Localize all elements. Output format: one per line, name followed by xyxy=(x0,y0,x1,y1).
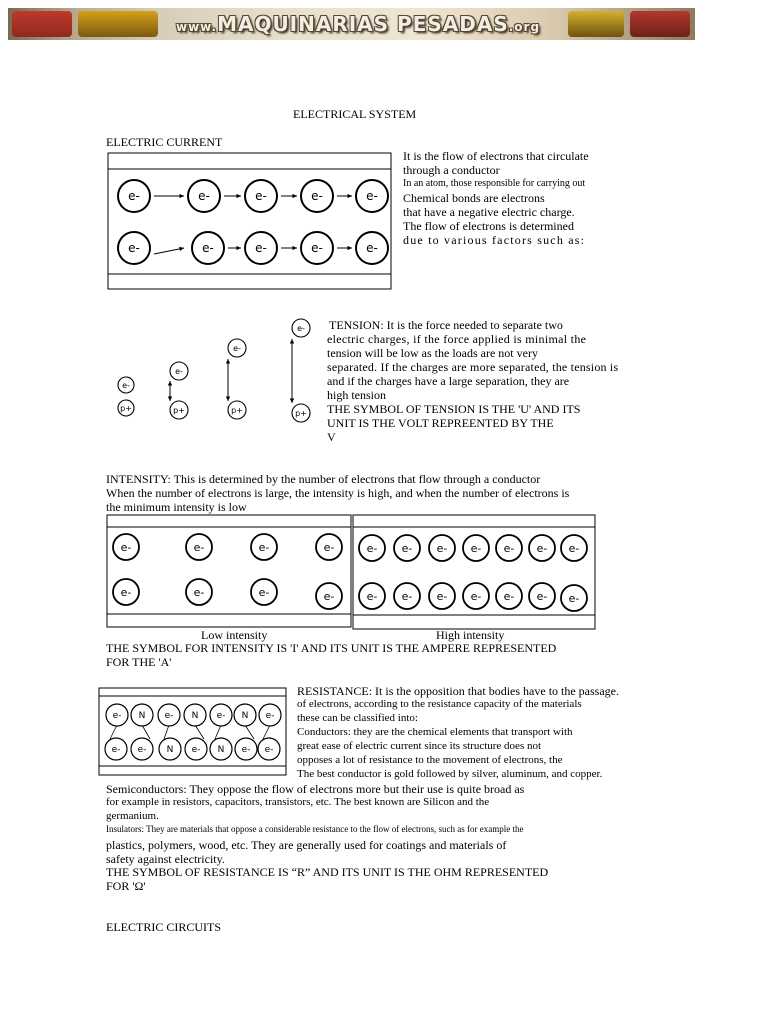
svg-text:p+: p+ xyxy=(295,408,307,418)
electron xyxy=(210,704,232,726)
svg-text:e-: e- xyxy=(164,711,174,722)
svg-text:e-: e- xyxy=(120,585,132,599)
svg-text:e-: e- xyxy=(193,585,205,599)
svg-text:e-: e- xyxy=(216,711,226,722)
current-line-4: Chemical bonds are electrons xyxy=(403,191,545,205)
svg-text:e-: e- xyxy=(128,189,140,204)
bond-line xyxy=(215,725,221,739)
svg-text:e-: e- xyxy=(198,189,210,204)
svg-text:e-: e- xyxy=(111,745,121,756)
neutron xyxy=(210,738,232,760)
svg-text:e-: e- xyxy=(202,241,214,256)
resistance-symbol-line-2: FOR 'Ω' xyxy=(106,879,146,893)
circuits-heading: ELECTRIC CIRCUITS xyxy=(106,920,222,934)
resistance-line-7: The best conductor is gold followed by silver, aluminum, and copper. xyxy=(297,768,603,780)
electron xyxy=(118,180,150,212)
resistance-line-1: RESISTANCE: It is the opposition that bodies have to the passage. xyxy=(297,684,620,698)
svg-text:e-: e- xyxy=(297,323,305,333)
svg-text:N: N xyxy=(166,745,174,756)
electron xyxy=(561,585,587,611)
svg-text:e-: e- xyxy=(436,541,448,555)
bond-line xyxy=(195,725,204,739)
svg-text:e-: e- xyxy=(265,711,275,722)
electron xyxy=(228,339,246,357)
svg-text:e-: e- xyxy=(366,241,378,256)
machinery-image-right-2 xyxy=(630,11,690,37)
insulators-line-1: Insulators: They are materials that oppose a considerable resistance to the flow of electrons, such as for example the xyxy=(106,824,524,834)
svg-text:e-: e- xyxy=(258,540,270,554)
svg-text:e-: e- xyxy=(120,540,132,554)
tension-line-1: TENSION: It is the force needed to separate two xyxy=(329,318,563,332)
svg-text:e-: e- xyxy=(122,380,130,390)
flow-arrow xyxy=(337,194,352,198)
current-line-2: through a conductor xyxy=(403,163,500,177)
electron xyxy=(188,180,220,212)
intensity-line-3: the minimum intensity is low xyxy=(106,500,247,514)
insulators-line-3: safety against electricity. xyxy=(106,852,225,866)
svg-text:e-: e- xyxy=(323,589,335,603)
tension-symbol-line-2: UNIT IS THE VOLT REPREENTED BY THE xyxy=(327,416,554,430)
svg-text:e-: e- xyxy=(175,366,183,376)
force-arrow xyxy=(168,381,172,401)
electron xyxy=(463,535,489,561)
svg-text:p+: p+ xyxy=(173,405,185,415)
svg-text:N: N xyxy=(217,745,225,756)
current-line-5: that have a negative electric charge. xyxy=(403,205,575,219)
svg-text:e-: e- xyxy=(112,711,122,722)
tension-symbol-line-3: V xyxy=(327,430,336,444)
svg-text:p+: p+ xyxy=(120,403,132,413)
tension-diagram xyxy=(110,315,320,427)
current-line-7: due to various factors such as: xyxy=(403,233,586,247)
intensity-line-2: When the number of electrons is large, the intensity is high, and when the number of electrons is xyxy=(106,486,570,500)
machinery-image-right xyxy=(568,11,624,37)
svg-text:e-: e- xyxy=(311,189,323,204)
banner-title: www.MAQUINARIAS PESADAS.org xyxy=(176,12,541,36)
resistance-line-5: great ease of electric current since its structure does not xyxy=(297,740,542,752)
svg-text:e-: e- xyxy=(241,745,251,756)
electron xyxy=(186,534,212,560)
current-line-3: In an atom, those responsible for carrying out xyxy=(403,178,586,189)
intensity-symbol-line-2: FOR THE 'A' xyxy=(106,655,172,669)
electron xyxy=(394,535,420,561)
proton xyxy=(292,404,310,422)
svg-text:e-: e- xyxy=(193,540,205,554)
high-intensity-label: High intensity xyxy=(436,628,505,642)
svg-text:e-: e- xyxy=(323,540,335,554)
electron xyxy=(118,377,134,393)
electron xyxy=(529,535,555,561)
electron xyxy=(496,583,522,609)
proton xyxy=(228,401,246,419)
electric-current-diagram xyxy=(107,152,392,290)
neutron xyxy=(131,704,153,726)
electron xyxy=(258,738,280,760)
current-line-1: It is the flow of electrons that circulate xyxy=(403,149,589,163)
resistance-line-2: of electrons, according to the resistance capacity of the materials xyxy=(297,698,582,710)
electron xyxy=(131,738,153,760)
tension-symbol-line-1: THE SYMBOL OF TENSION IS THE 'U' AND ITS xyxy=(327,402,581,416)
low-intensity-diagram xyxy=(106,514,352,628)
proton xyxy=(118,400,134,416)
bond-line xyxy=(245,725,254,739)
electron xyxy=(301,180,333,212)
svg-text:N: N xyxy=(138,711,146,722)
electron xyxy=(158,704,180,726)
electron xyxy=(235,738,257,760)
electron xyxy=(463,583,489,609)
flow-arrow xyxy=(337,246,352,250)
resistance-line-3: these can be classified into: xyxy=(297,712,418,724)
neutron xyxy=(159,738,181,760)
electron xyxy=(429,583,455,609)
svg-text:e-: e- xyxy=(536,589,548,603)
page-title: ELECTRICAL SYSTEM xyxy=(293,107,417,121)
electron xyxy=(292,319,310,337)
svg-text:e-: e- xyxy=(366,541,378,555)
svg-text:e-: e- xyxy=(255,189,267,204)
electron xyxy=(251,534,277,560)
bond-line xyxy=(164,725,169,739)
flow-arrow xyxy=(228,246,241,250)
svg-text:e-: e- xyxy=(503,541,515,555)
electron xyxy=(316,534,342,560)
electron xyxy=(529,583,555,609)
electron xyxy=(394,583,420,609)
svg-text:e-: e- xyxy=(366,189,378,204)
electron xyxy=(170,362,188,380)
proton xyxy=(170,401,188,419)
neutron xyxy=(234,704,256,726)
electron xyxy=(359,535,385,561)
svg-text:e-: e- xyxy=(264,745,274,756)
svg-text:e-: e- xyxy=(191,745,201,756)
electron xyxy=(185,738,207,760)
flow-arrow xyxy=(154,247,184,254)
tension-line-2: electric charges, if the force applied is minimal the xyxy=(327,332,587,346)
electron xyxy=(113,534,139,560)
electron xyxy=(429,535,455,561)
electron xyxy=(245,180,277,212)
current-heading: ELECTRIC CURRENT xyxy=(106,135,223,149)
semiconductors-line-3: germanium. xyxy=(106,810,159,822)
tension-line-6: high tension xyxy=(327,388,386,402)
svg-text:e-: e- xyxy=(536,541,548,555)
svg-text:e-: e- xyxy=(470,589,482,603)
electron xyxy=(316,583,342,609)
bond-line xyxy=(110,725,117,739)
electron xyxy=(359,583,385,609)
insulators-line-2: plastics, polymers, wood, etc. They are generally used for coatings and materials of xyxy=(106,838,507,852)
site-banner xyxy=(8,8,695,40)
electron xyxy=(356,232,388,264)
svg-text:e-: e- xyxy=(366,589,378,603)
machinery-image-left-2 xyxy=(78,11,158,37)
svg-text:N: N xyxy=(191,711,199,722)
svg-text:e-: e- xyxy=(470,541,482,555)
resistance-symbol-line-1: THE SYMBOL OF RESISTANCE IS “R” AND ITS UNIT IS THE OHM REPRESENTED xyxy=(106,865,549,879)
flow-arrow xyxy=(281,194,297,198)
electron xyxy=(356,180,388,212)
svg-text:e-: e- xyxy=(255,241,267,256)
resistance-line-4: Conductors: they are the chemical elements that transport with xyxy=(297,726,573,738)
low-intensity-label: Low intensity xyxy=(201,628,268,642)
electron xyxy=(245,232,277,264)
svg-text:e-: e- xyxy=(503,589,515,603)
resistance-line-6: opposes a lot of resistance to the movement of electrons, the xyxy=(297,754,563,766)
intensity-line-1: INTENSITY: This is determined by the number of electrons that flow through a conductor xyxy=(106,472,541,486)
svg-text:e-: e- xyxy=(401,589,413,603)
flow-arrow xyxy=(154,194,184,198)
neutron xyxy=(184,704,206,726)
flow-arrow xyxy=(224,194,241,198)
electron xyxy=(301,232,333,264)
bond-line xyxy=(142,725,150,739)
bond-line xyxy=(263,725,270,739)
electron xyxy=(192,232,224,264)
tension-line-3: tension will be low as the loads are not very xyxy=(327,346,538,360)
tension-line-4: separated. If the charges are more separated, the tension is xyxy=(327,360,619,374)
svg-text:e-: e- xyxy=(233,343,241,353)
electron xyxy=(113,579,139,605)
electron xyxy=(251,579,277,605)
resistance-diagram xyxy=(98,687,288,777)
svg-text:e-: e- xyxy=(311,241,323,256)
svg-text:e-: e- xyxy=(128,241,140,256)
svg-text:e-: e- xyxy=(258,585,270,599)
flow-arrow xyxy=(281,246,297,250)
electron xyxy=(496,535,522,561)
current-line-6: The flow of electrons is determined xyxy=(403,219,574,233)
machinery-image-left xyxy=(12,11,72,37)
electron xyxy=(105,738,127,760)
tension-line-5: and if the charges have a large separation, they are xyxy=(327,374,570,388)
electron xyxy=(561,535,587,561)
svg-text:p+: p+ xyxy=(231,405,243,415)
electron xyxy=(118,232,150,264)
electron xyxy=(106,704,128,726)
electron xyxy=(186,579,212,605)
svg-text:e-: e- xyxy=(137,745,147,756)
svg-text:e-: e- xyxy=(568,591,580,605)
semiconductors-line-2: for example in resistors, capacitors, transistors, etc. The best known are Silicon and the xyxy=(106,796,490,808)
svg-text:N: N xyxy=(241,711,249,722)
svg-text:e-: e- xyxy=(568,541,580,555)
svg-text:e-: e- xyxy=(436,589,448,603)
svg-text:e-: e- xyxy=(401,541,413,555)
force-arrow xyxy=(226,359,230,401)
semiconductors-line-1: Semiconductors: They oppose the flow of electrons more but their use is quite broad as xyxy=(106,782,525,796)
high-intensity-diagram xyxy=(352,514,596,630)
electron xyxy=(259,704,281,726)
force-arrow xyxy=(290,339,294,403)
intensity-symbol-line-1: THE SYMBOL FOR INTENSITY IS 'I' AND ITS UNIT IS THE AMPERE REPRESENTED xyxy=(106,641,557,655)
